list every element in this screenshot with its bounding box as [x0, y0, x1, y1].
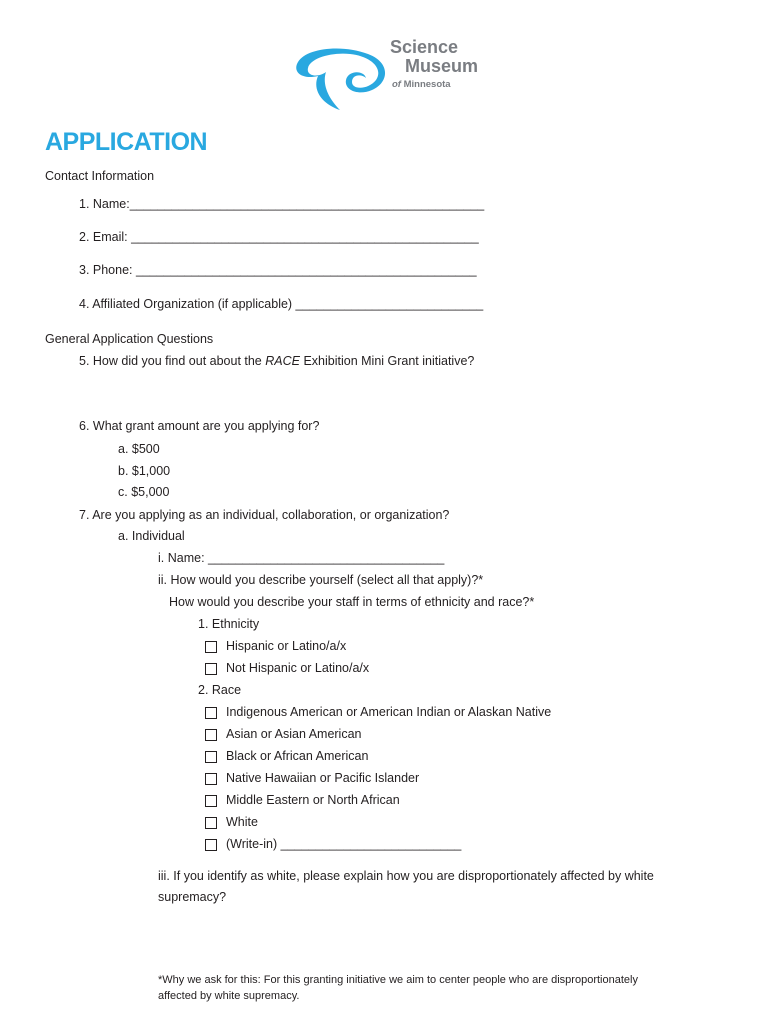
race-option-asian: Asian or Asian American	[226, 727, 362, 741]
logo-text-of: of	[392, 79, 401, 90]
race-option-white: White	[226, 815, 258, 829]
race-option-black: Black or African American	[226, 749, 369, 763]
phone-field[interactable]: 3. Phone: _________________________________________________	[79, 263, 477, 277]
checkbox-black[interactable]	[205, 751, 217, 763]
checkbox-write-in[interactable]	[205, 839, 217, 851]
question-5	[79, 353, 474, 369]
q5-text-post: Exhibition Mini Grant initiative?	[299, 354, 475, 368]
q5-text-race: RACE	[265, 354, 300, 368]
ethnicity-label: 1. Ethnicity	[198, 617, 260, 631]
footnote-line1: *Why we ask for this: For this granting initiative we aim to center people who are disproportionately	[158, 974, 638, 986]
logo-text-science: Science	[390, 37, 459, 57]
question-6: 6. What grant amount are you applying for?	[79, 419, 320, 433]
general-heading: General Application Questions	[45, 332, 214, 346]
organization-field[interactable]: 4. Affiliated Organization (if applicable) ___________________________	[79, 297, 484, 311]
checkbox-asian[interactable]	[205, 729, 217, 741]
q7-white-explain-line1: iii. If you identify as white, please explain how you are disproportionately affected by white	[158, 869, 654, 883]
race-option-middle-eastern: Middle Eastern or North African	[226, 793, 400, 807]
page-title: APPLICATION	[45, 128, 208, 156]
race-option-native-hawaiian: Native Hawaiian or Pacific Islander	[226, 771, 420, 785]
logo-text-minnesota	[392, 79, 451, 90]
checkbox-middle-eastern[interactable]	[205, 795, 217, 807]
race-option-indigenous: Indigenous American or American Indian or Alaskan Native	[226, 705, 552, 719]
grant-option-500[interactable]: a. $500	[118, 442, 160, 456]
name-field[interactable]: 1. Name:___________________________________________________	[79, 197, 485, 211]
race-option-write-in[interactable]: (Write-in) __________________________	[226, 837, 462, 851]
q5-text-pre: 5. How did you find out about the	[79, 354, 266, 368]
q7-describe-yourself: ii. How would you describe yourself (select all that apply)?*	[158, 573, 484, 587]
checkbox-not-hispanic[interactable]	[205, 663, 217, 675]
checkbox-indigenous[interactable]	[205, 707, 217, 719]
q7-white-explain-line2: supremacy?	[158, 890, 227, 904]
footnote-line2: affected by white supremacy.	[158, 990, 300, 1002]
checkbox-native-hawaiian[interactable]	[205, 773, 217, 785]
q7-individual-name-field[interactable]: i. Name: __________________________________	[158, 551, 445, 565]
logo-text-minnesota-name: Minnesota	[403, 79, 451, 90]
grant-option-5000[interactable]: c. $5,000	[118, 485, 170, 499]
q7-individual: a. Individual	[118, 529, 185, 543]
grant-option-1000[interactable]: b. $1,000	[118, 464, 171, 478]
email-field[interactable]: 2. Email: __________________________________________________	[79, 230, 479, 244]
checkbox-hispanic[interactable]	[205, 641, 217, 653]
race-label: 2. Race	[198, 683, 242, 697]
swirl-logo-icon	[292, 46, 392, 112]
checkbox-white[interactable]	[205, 817, 217, 829]
ethnicity-option-hispanic: Hispanic or Latino/a/x	[226, 639, 347, 653]
ethnicity-option-not-hispanic: Not Hispanic or Latino/a/x	[226, 661, 370, 675]
logo-text-museum: Museum	[405, 56, 479, 76]
q7-describe-staff: How would you describe your staff in terms of ethnicity and race?*	[169, 595, 535, 609]
question-7: 7. Are you applying as an individual, collaboration, or organization?	[79, 508, 450, 522]
contact-heading: Contact Information	[45, 169, 155, 183]
